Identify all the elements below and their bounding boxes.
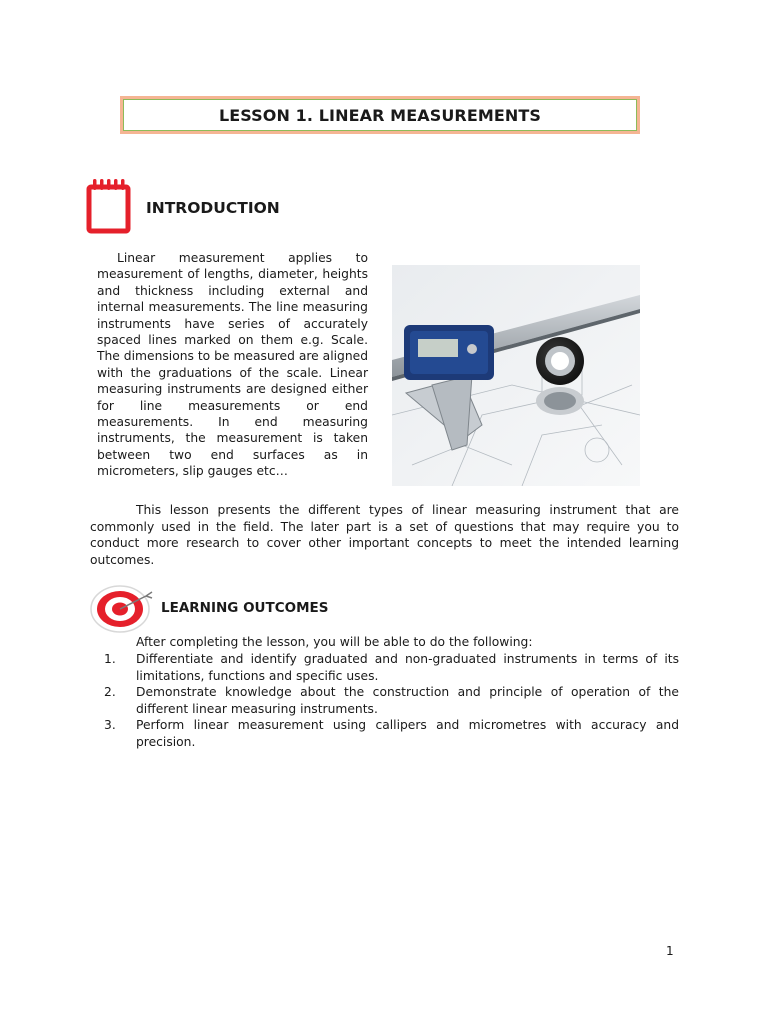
learning-outcomes-intro: After completing the lesson, you will be able to do the following:: [136, 635, 533, 649]
list-item-number: 2.: [104, 685, 116, 699]
list-item-text: Perform linear measurement using callipers and micrometres with accuracy and precision.: [136, 718, 679, 749]
lesson-overview-paragraph: This lesson presents the different types of linear measuring instrument that are commonly used in the field. The later part is a set of questions that may require you to conduct more research to cover other important concepts to meet the intended learning outcomes.: [90, 503, 679, 567]
list-item-text: Demonstrate knowledge about the construction and principle of operation of the different linear measuring instruments.: [136, 685, 679, 716]
list-item: [104, 651, 679, 684]
introduction-text: Linear measurement applies to measurement of lengths, diameter, heights and thickness including external and internal measurements. The line measuring instruments have series of accurately spaced lines marked on them e.g. Scale. The dimensions to be measured are aligned with the graduations of the scale. Linear measuring instruments are designed either for line measurements or end measurements. In end measuring instruments, the measurement is taken between two end surfaces as in micrometers, slip gauges etc…: [97, 251, 368, 479]
learning-outcomes-list: [104, 651, 679, 750]
list-item: [104, 684, 679, 717]
target-icon: [90, 584, 154, 634]
lesson-title: LESSON 1. LINEAR MEASUREMENTS: [123, 99, 637, 131]
introduction-heading: INTRODUCTION: [146, 199, 280, 217]
list-item: [104, 717, 679, 750]
list-item-number: 1.: [104, 652, 116, 666]
notepad-icon: [86, 178, 132, 234]
list-item-text: Differentiate and identify graduated and non-graduated instruments in terms of its limitations, functions and specific uses.: [136, 652, 679, 683]
list-item-number: 3.: [104, 718, 116, 732]
vernier-caliper-and-ball-bearing-photo: [392, 265, 640, 486]
learning-outcomes-heading: LEARNING OUTCOMES: [161, 600, 329, 616]
page-number: 1: [666, 944, 674, 958]
lesson-title-box: [120, 96, 640, 134]
